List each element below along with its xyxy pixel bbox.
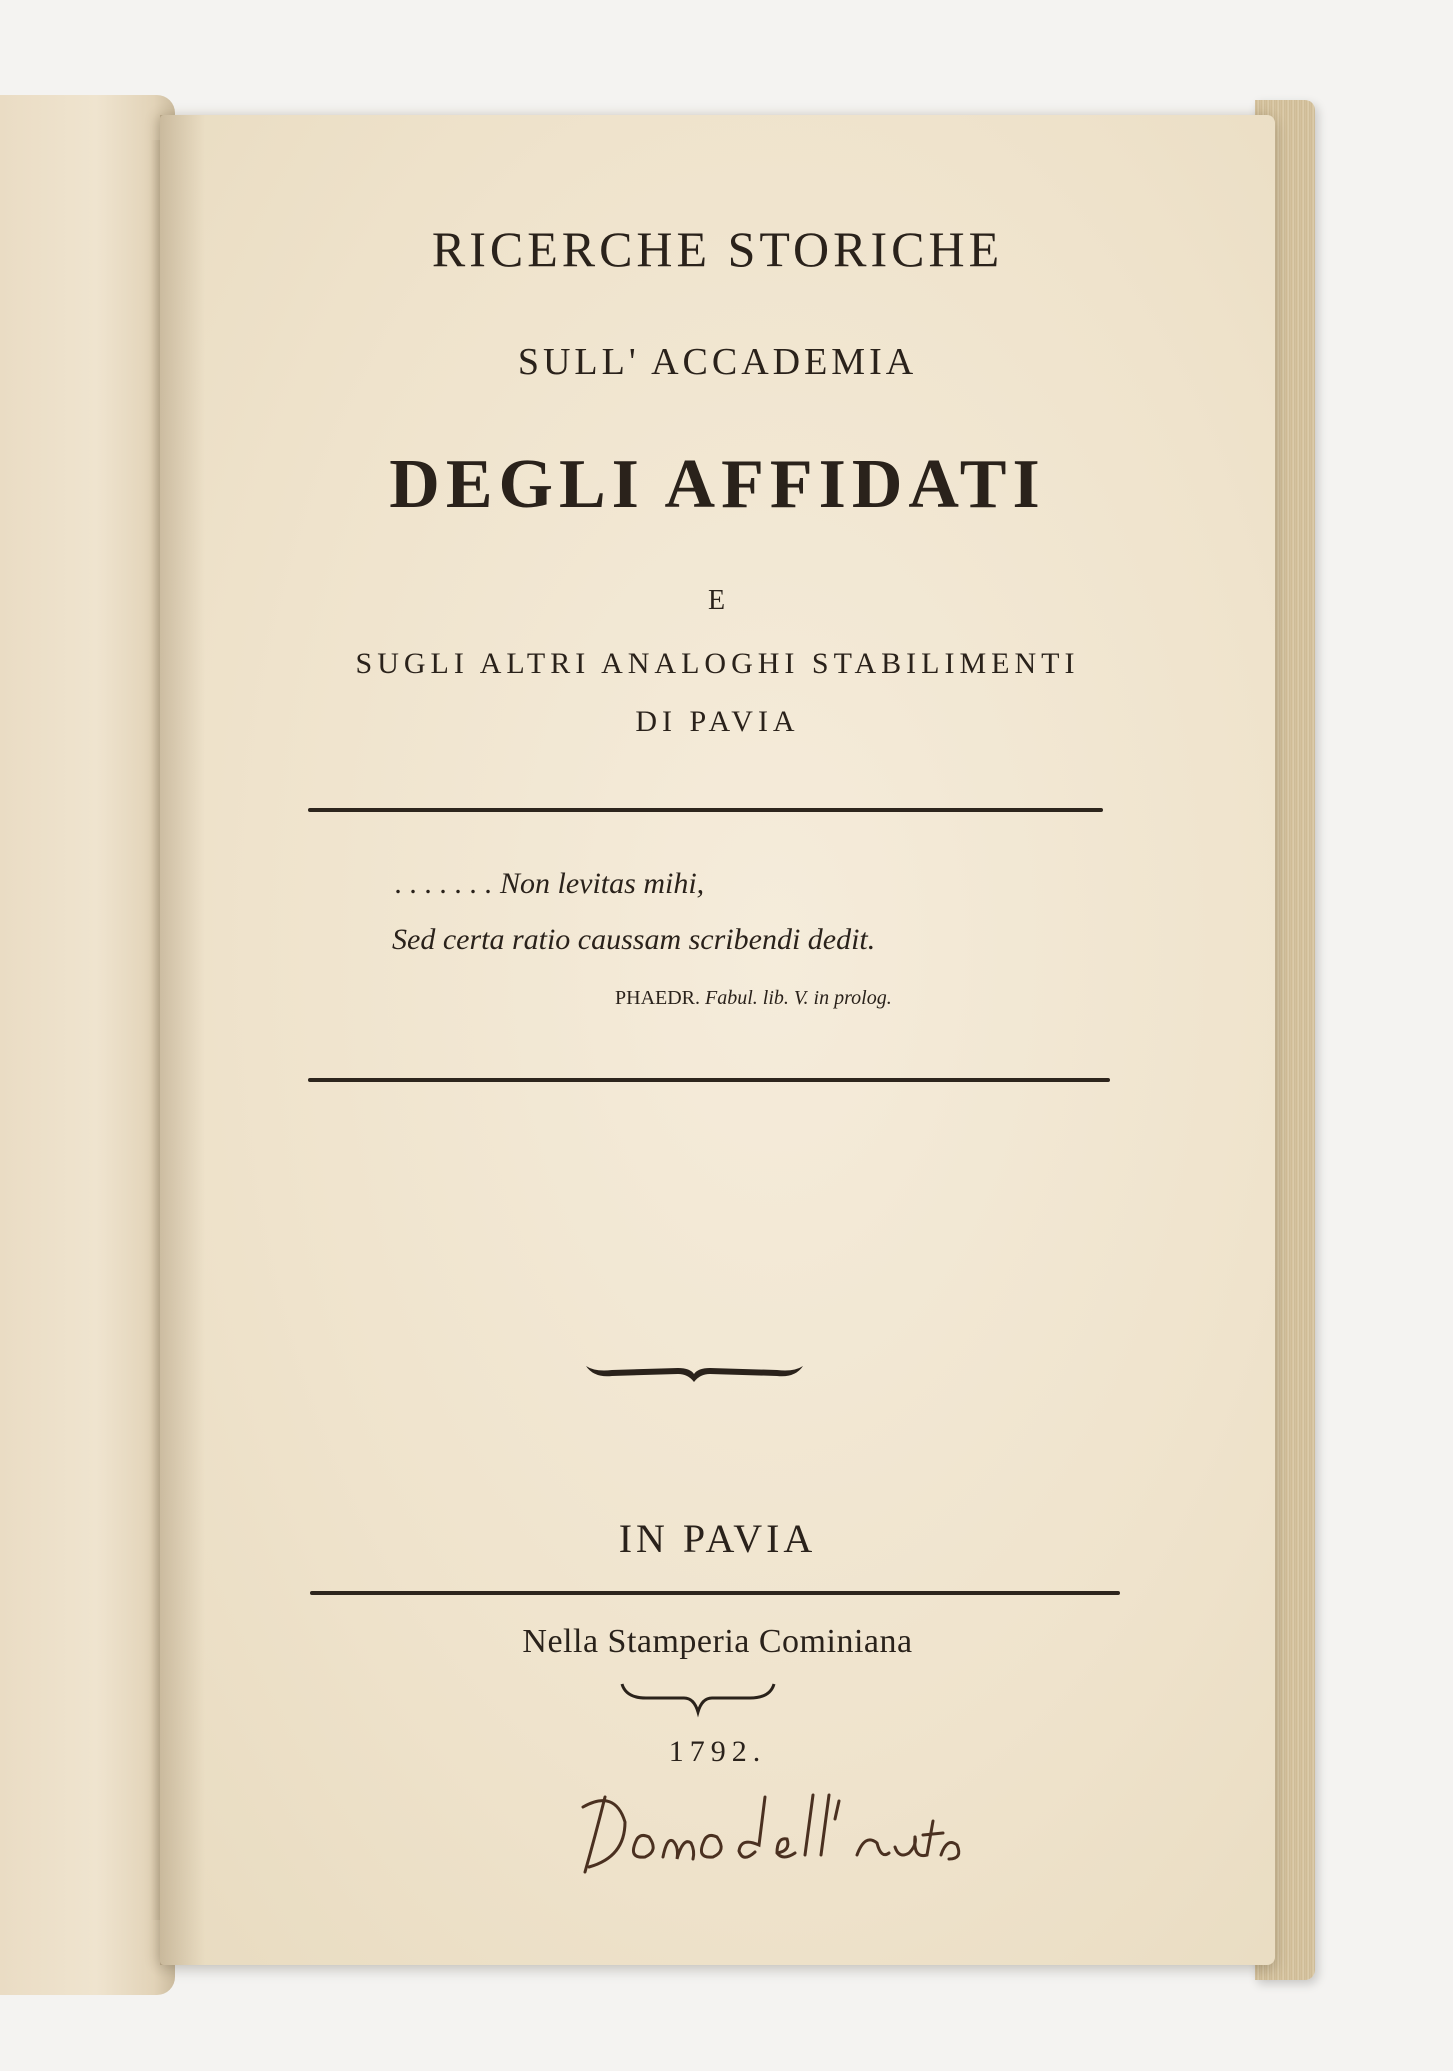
epigraph-source	[615, 987, 892, 1010]
rule-imprint	[310, 1591, 1120, 1595]
title-line-5: DI PAVIA	[635, 705, 800, 738]
left-facing-page	[0, 95, 175, 1995]
title-conjunction: E	[707, 585, 728, 616]
title-main: DEGLI AFFIDATI	[389, 446, 1046, 523]
page-gutter-shadow	[160, 115, 205, 1965]
epigraph-line-1: . . . . . . . Non levitas mihi,	[395, 867, 705, 900]
epigraph-source-work: Fabul. lib. V. in prolog.	[705, 987, 892, 1009]
title-page	[160, 115, 1275, 1965]
title-line-1: RICERCHE STORICHE	[431, 221, 1004, 277]
handwritten-inscription-icon	[565, 1754, 965, 1887]
imprint-year: 1792.	[668, 1735, 767, 1768]
imprint-printer: Nella Stamperia Cominiana	[522, 1623, 913, 1660]
epigraph-source-author: PHAEDR.	[615, 987, 701, 1009]
rule-top	[308, 808, 1103, 812]
ornament-brace-icon	[618, 1680, 778, 1720]
title-line-2: SULL' ACCADEMIA	[517, 341, 918, 383]
imprint-place: IN PAVIA	[618, 1516, 817, 1561]
title-line-4: SUGLI ALTRI ANALOGHI STABILIMENTI	[355, 647, 1080, 680]
ornament-swash-icon	[582, 1352, 807, 1392]
epigraph-line-2: Sed certa ratio caussam scribendi dedit.	[392, 923, 876, 956]
inscription-text: Dono dell' autore	[565, 1754, 676, 1771]
rule-middle	[308, 1078, 1110, 1082]
